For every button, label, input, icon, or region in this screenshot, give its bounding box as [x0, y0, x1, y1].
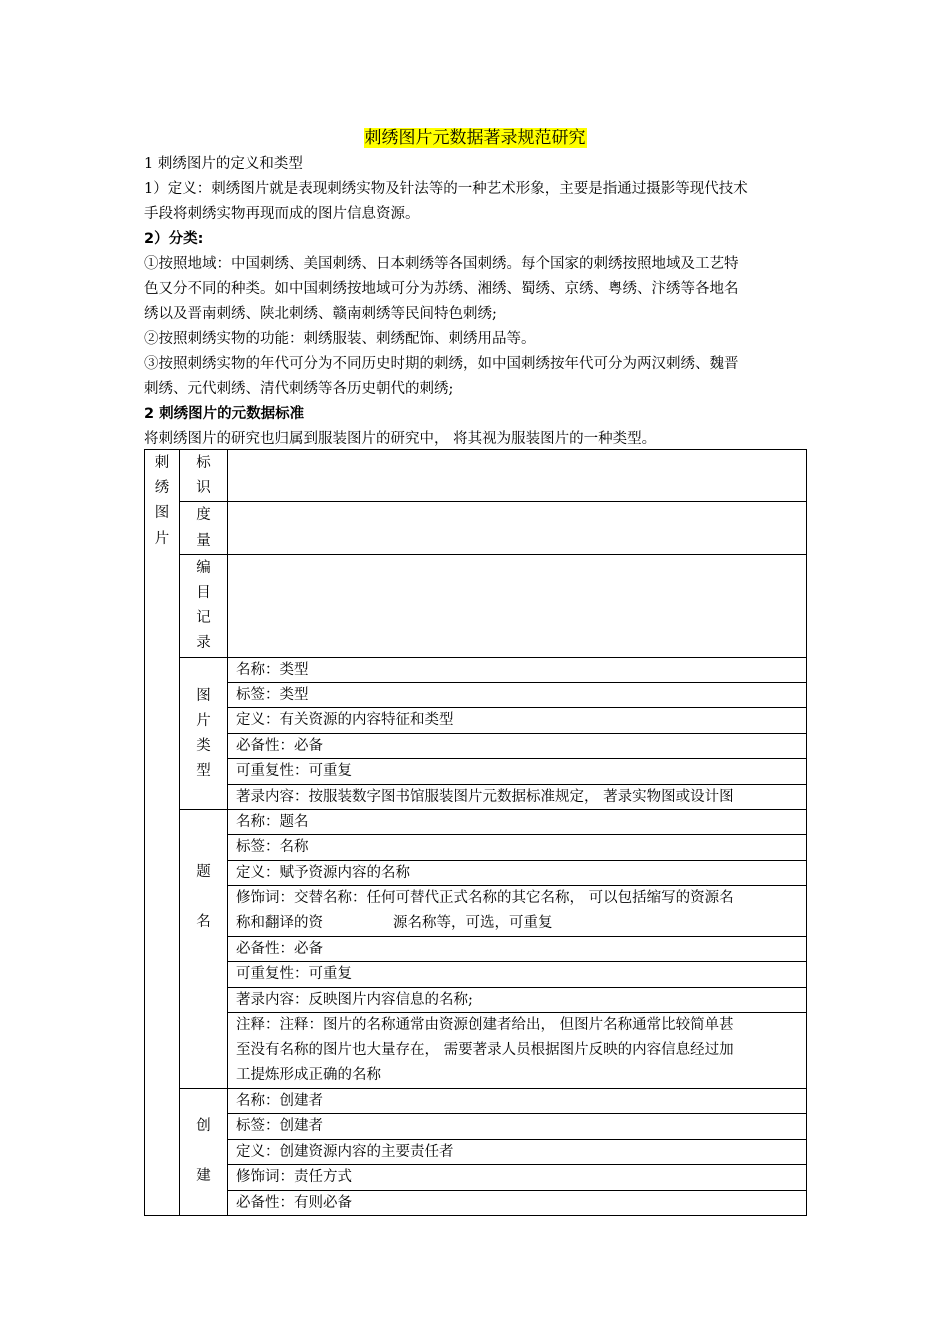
classification-region-line-1: ①按照地域：中国刺绣、美国刺绣、日本刺绣等各国刺绣。每个国家的刺绣按照地域及工艺特: [144, 256, 739, 272]
creator-label-cell: [180, 1088, 228, 1215]
title-elem-label: [180, 810, 227, 935]
document-body: [144, 152, 809, 452]
metadata-table: [144, 449, 807, 1216]
picture-type-row: 名称：类型: [228, 657, 807, 682]
title-elem-label-cell: [180, 809, 228, 1088]
title-elem-row: 标签：名称: [228, 834, 807, 860]
picture-type-row: 定义：有关资源的内容特征和类型: [228, 707, 807, 733]
measure-label: 度量: [196, 507, 211, 549]
title-elem-note-cell: [228, 1012, 807, 1088]
classification-era-line-1: ③按照刺绣实物的年代可分为不同历史时期的刺绣，如中国刺绣按年代可分为两汉刺绣、魏晋: [144, 356, 739, 372]
identify-label: 标识: [196, 455, 211, 497]
creator-row: 标签：创建者: [228, 1113, 807, 1139]
title-elem-label-char-2: 名: [196, 913, 211, 930]
title-elem-modifier-line-1: 修饰词：交替名称：任何可替代正式名称的其它名称， 可以包括缩写的资源名: [236, 889, 734, 906]
picture-type-row: 著录内容：按服装数字图书馆服装图片元数据标准规定， 著录实物图或设计图: [228, 784, 807, 809]
title-elem-modifier-line-2: [236, 911, 798, 936]
title-elem-modifier-cell: [228, 885, 807, 936]
title-elem-modifier-line-2b: 源名称等，可选，可重复: [393, 914, 553, 931]
section-1-heading: 1 刺绣图片的定义和类型: [144, 156, 303, 172]
title-elem-row: 可重复性：可重复: [228, 961, 807, 987]
definition-line-1: 1）定义：刺绣图片就是表现刺绣实物及针法等的一种艺术形象，主要是指通过摄影等现代技术: [144, 181, 748, 197]
title-elem-note-line: 注释：注释：图片的名称通常由资源创建者给出， 但图片名称通常比较简单甚: [236, 1016, 734, 1033]
definition-line-2: 手段将刺绣实物再现而成的图片信息资源。: [144, 206, 420, 222]
section-2-heading: 2 刺绣图片的元数据标准: [144, 406, 305, 422]
classification-function-line: ②按照刺绣实物的功能：刺绣服装、刺绣配饰、刺绣用品等。: [144, 331, 536, 347]
creator-row: 修饰词：责任方式: [228, 1164, 807, 1190]
identify-label-cell: [180, 450, 228, 502]
document-title-text: 刺绣图片元数据著录规范研究: [364, 128, 586, 148]
title-elem-label-char-1: 题: [196, 863, 211, 880]
root-label: 刺绣图片: [154, 455, 170, 547]
classification-heading: 2）分类:: [144, 231, 204, 247]
creator-label-char-2: 建: [196, 1167, 211, 1184]
root-label-cell: [145, 450, 180, 1216]
title-elem-row: 定义：赋予资源内容的名称: [228, 860, 807, 885]
creator-row: 必备性：有则必备: [228, 1190, 807, 1215]
classification-region-line-3: 绣以及晋南刺绣、陕北刺绣、赣南刺绣等民间特色刺绣;: [144, 306, 497, 322]
creator-label-char-1: 创: [196, 1117, 211, 1134]
picture-type-row: 必备性：必备: [228, 733, 807, 758]
document-title: [0, 125, 950, 151]
title-elem-note-line: 至没有名称的图片也大量存在， 需要著录人员根据图片反映的内容信息经过加: [236, 1041, 734, 1058]
classification-era-line-2: 刺绣、元代刺绣、清代刺绣等各历史朝代的刺绣;: [144, 381, 454, 397]
creator-row: 名称：创建者: [228, 1088, 807, 1113]
title-elem-row: 著录内容：反映图片内容信息的名称;: [228, 987, 807, 1012]
picture-type-label-cell: [180, 657, 228, 809]
title-elem-row: 名称：题名: [228, 809, 807, 834]
catalog-content-cell: [228, 554, 807, 657]
creator-label: [180, 1089, 227, 1189]
measure-content-cell: [228, 502, 807, 554]
measure-label-cell: [180, 502, 228, 554]
title-elem-modifier-line-2a: 称和翻译的资: [236, 914, 323, 931]
identify-content-cell: [228, 450, 807, 502]
picture-type-label: 图片类型: [196, 687, 211, 780]
picture-type-row: 可重复性：可重复: [228, 758, 807, 784]
section-2-intro: 将刺绣图片的研究也归属到服装图片的研究中， 将其视为服装图片的一种类型。: [144, 431, 657, 447]
catalog-label-cell: [180, 554, 228, 657]
title-elem-note-line: 工提炼形成正确的名称: [236, 1066, 381, 1083]
picture-type-row: 标签：类型: [228, 682, 807, 707]
classification-region-line-2: 色又分不同的种类。如中国刺绣按地域可分为苏绣、湘绣、蜀绣、京绣、粤绣、汴绣等各地名: [144, 281, 739, 297]
title-elem-row: 必备性：必备: [228, 936, 807, 961]
catalog-label: 编目记录: [196, 559, 211, 652]
creator-row: 定义：创建资源内容的主要责任者: [228, 1139, 807, 1164]
